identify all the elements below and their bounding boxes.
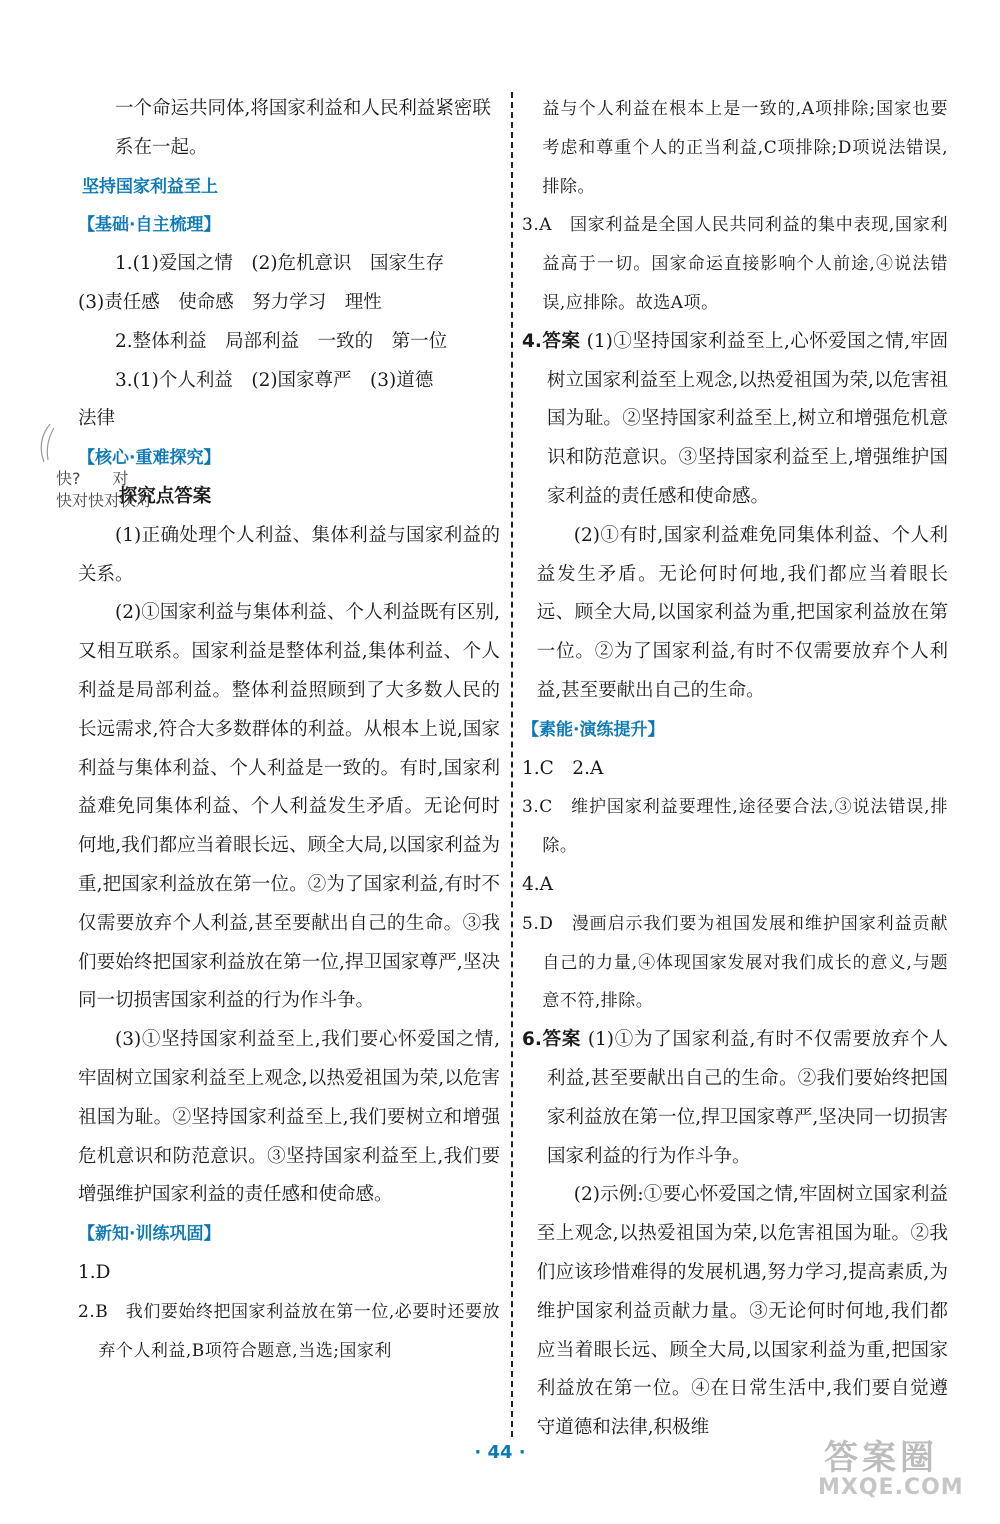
overlay-line-1: 快? 对 bbox=[56, 469, 129, 488]
answer-4-part2: (2)①有时,国家利益难免同集体利益、个人利益发生矛盾。无论何时何地,我们都应当着眼长远、顾全大局,以国家利益为重,把国家利益放在第一位。②为了国家利益,有时不仅需要放弃个人利益,甚至要献出自己的生命。 bbox=[536, 524, 948, 701]
skill-item-6-part2: (2)示例:①要心怀爱国之情,牢固树立国家利益至上观念,以热爱祖国为荣,以危害祖国为耻。②我们应该珍惜难得的发展机遇,努力学习,提高素质,为维护国家利益贡献力量。③无论何时何地,我们都应当着眼长远、顾全大局,以国家利益为重,把国家利益放在第一位。④在日常生活中,我们要自觉遵守道德和法律,积极维 bbox=[536, 1184, 948, 1439]
site-watermark bbox=[818, 1430, 988, 1520]
answer-4 bbox=[522, 323, 948, 517]
right-column bbox=[522, 90, 948, 1448]
explore-answer-1: (1)正确处理个人利益、集体利益与国家利益的关系。 bbox=[78, 524, 500, 585]
basic-item-2: 2.整体利益 局部利益 一致的 第一位 bbox=[115, 330, 448, 352]
heading-skill: 【素能·演练提升】 bbox=[522, 719, 665, 740]
section-title: 坚持国家利益至上 bbox=[82, 176, 218, 197]
answer-4-label: 4.答案 bbox=[522, 330, 581, 352]
answer-4-text: (1)①坚持国家利益至上,心怀爱国之情,牢固树立国家利益至上观念,以热爱祖国为荣,以危害祖国为耻。②坚持国家利益至上,树立和增强危机意识和防范意识。③坚持国家利益至上,增强维护国家利益的责任感和使命感。 bbox=[546, 330, 949, 507]
explore-title: 探究点答案 bbox=[118, 485, 212, 507]
basic-item-1: 1.(1)爱国之情 (2)危机意识 国家生存 bbox=[115, 253, 445, 275]
pencil-scribble-icon bbox=[30, 418, 70, 472]
skill-item-5: 5.D 漫画启示我们要为祖国发展和维护国家利益贡献自己的力量,④体现国家发展对我们成长的意义,与题意不符,排除。 bbox=[522, 913, 948, 1012]
column-divider bbox=[511, 92, 513, 1437]
right-continuation: 益与个人利益在根本上是一致的,A项排除;国家也要考虑和尊重个人的正当利益,C项排除;D项说法错误,排除。 bbox=[542, 99, 948, 197]
basic-item-3-cont: 法律 bbox=[78, 408, 116, 430]
watermark-logo-text: 答案圈 bbox=[824, 1438, 938, 1478]
skill-item-3: 3.C 维护国家利益要理性,途径要合法,③说法错误,排除。 bbox=[522, 797, 949, 857]
watermark-url: MXQE.COM bbox=[818, 1475, 964, 1500]
explore-answer-2: (2)①国家利益与集体利益、个人利益既有区别,又相互联系。国家利益是整体利益,集体利益、个人利益是局部利益。整体利益照顾到了大多数人民的长远需求,符合大多数群体的利益。从根本上说,国家利益与集体利益、个人利益是一致的。有时,国家利益难免同集体利益、个人利益发生矛盾。无论何时何地,我们都应当着眼长远、顾全大局,以国家利益为重,把国家利益放在第一位。②为了国家利益,有时不仅需要放弃个人利益,甚至要献出自己的生命。③我们要始终把国家利益放在第一位,捍卫国家尊严,坚决同一切损害国家利益的行为作斗争。 bbox=[78, 602, 500, 1012]
explore-answer-3: (3)①坚持国家利益至上,我们要心怀爱国之情,牢固树立国家利益至上观念,以热爱祖国为荣,以危害祖国为耻。②坚持国家利益至上,我们要树立和增强危机意识和防范意识。③坚持国家利益至上,我们要增强维护国家利益的责任感和使命感。 bbox=[78, 1029, 500, 1206]
page-number: · 44 · bbox=[474, 1442, 526, 1463]
basic-item-1-cont: (3)责任感 使命感 努力学习 理性 bbox=[78, 291, 382, 313]
skill-item-6 bbox=[522, 1021, 948, 1176]
basic-item-3: 3.(1)个人利益 (2)国家尊严 (3)道德 bbox=[115, 369, 434, 391]
left-intro-line1: 一个命运共同体,将国家利益和人民利益紧密联 bbox=[115, 98, 491, 119]
overlay-watermark-text bbox=[56, 468, 152, 512]
overlay-line-2: 快对快对快对 bbox=[56, 491, 153, 510]
new-item-1: 1.D bbox=[78, 1261, 111, 1283]
answer-3: 3.A 国家利益是全国人民共同利益的集中表现,国家利益高于一切。国家命运直接影响个人前途,④说法错误,应排除。故选A项。 bbox=[522, 215, 948, 313]
skill-items-1-2: 1.C 2.A bbox=[522, 757, 604, 779]
skill-item-6-text: (1)①为了国家利益,有时不仅需要放弃个人利益,甚至要献出自己的生命。②我们要始终把国家利益放在第一位,捍卫国家尊严,坚决同一切损害国家利益的行为作斗争。 bbox=[546, 1029, 948, 1167]
heading-new: 【新知·训练巩固】 bbox=[78, 1224, 221, 1245]
left-intro-line2: 系在一起。 bbox=[115, 136, 208, 158]
new-item-2: 2.B 我们要始终把国家利益放在第一位,必要时还要放弃个人利益,B项符合题意,当选;国家利 bbox=[78, 1301, 500, 1361]
left-column bbox=[78, 90, 500, 1370]
heading-core: 【核心·重难探究】 bbox=[78, 448, 221, 469]
heading-basic: 【基础·自主梳理】 bbox=[78, 215, 221, 236]
skill-item-4: 4.A bbox=[522, 873, 554, 895]
skill-item-6-label: 6.答案 bbox=[522, 1029, 582, 1051]
